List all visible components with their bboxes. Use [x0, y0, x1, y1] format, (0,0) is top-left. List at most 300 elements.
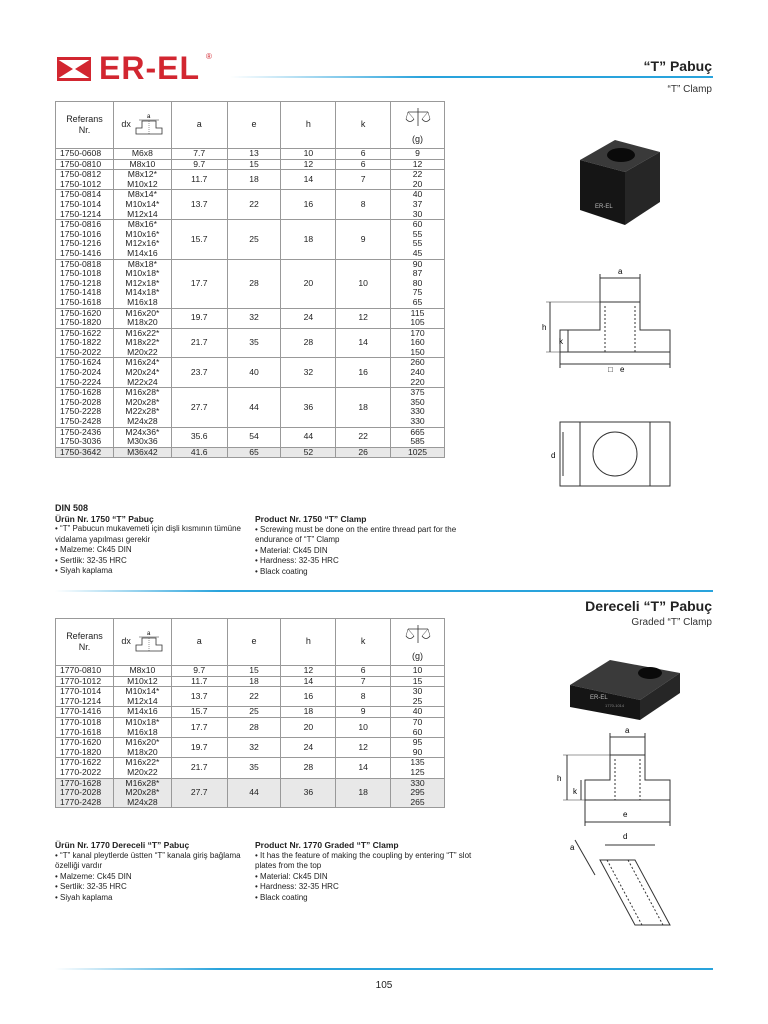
cell-ref: [56, 328, 114, 358]
cell-dx-value: M8x18*: [127, 258, 157, 269]
cell-ref-value: 1750-1014: [60, 198, 102, 209]
cell-dx-value: M12x16*: [125, 238, 160, 249]
table-row: [56, 190, 445, 220]
table-row: [56, 447, 445, 458]
cell-weight-value: 60: [412, 219, 423, 230]
cell-ref-value: 1750-1622: [60, 327, 102, 338]
cell-a: 27.7: [171, 778, 227, 808]
cell-ref-value: 1750-2428: [60, 416, 102, 427]
cell-h: 52: [281, 447, 336, 458]
cell-ref-value: 1750-1418: [60, 287, 102, 298]
header-dx: [113, 619, 171, 666]
cell-dx-value: M22x24: [127, 376, 158, 387]
cell-a: 15.7: [171, 220, 227, 259]
cell-dx-value: M20x28*: [125, 787, 160, 798]
cell-weight-value: 9: [415, 148, 420, 158]
header-dx: [113, 102, 171, 149]
cell-ref-value: 1750-2028: [60, 396, 102, 407]
cell-weight-value: 90: [412, 746, 423, 757]
cell-weight-value: 75: [412, 287, 423, 298]
cell-dx-value: M10x12: [127, 675, 158, 686]
cell-h: 20: [281, 717, 336, 737]
header-dx-label: dx: [121, 636, 131, 647]
graded-t-clamp-photo: [560, 645, 690, 725]
cell-weight-value: 330: [410, 406, 425, 417]
table-row: [56, 170, 445, 190]
notes-tr-item: • Siyah kaplama: [55, 892, 113, 902]
cell-weight: [391, 687, 445, 707]
cell-h: 24: [281, 308, 336, 328]
cell-ref-value: 1770-2028: [60, 787, 102, 798]
cell-k: 12: [336, 738, 391, 758]
cell-a: 21.7: [171, 758, 227, 778]
cell-k: 9: [336, 707, 391, 718]
table-row: [56, 388, 445, 427]
cell-dx-value: M20x22: [127, 766, 158, 777]
cell-e: 35: [227, 758, 281, 778]
cell-k: 14: [336, 328, 391, 358]
cell-ref: [56, 447, 114, 458]
cell-e: 25: [227, 707, 281, 718]
cell-k: 12: [336, 308, 391, 328]
cell-h: 10: [281, 149, 336, 160]
section1-notes-en: [255, 514, 465, 577]
cell-weight-value: 160: [410, 337, 425, 348]
cell-e: 40: [227, 358, 281, 388]
cell-dx-value: M16x22*: [125, 327, 160, 338]
cell-weight-value: 240: [410, 367, 425, 378]
cell-h: 36: [281, 388, 336, 427]
scale-weight-icon: [404, 623, 432, 649]
section2-subtitle: Graded “T” Clamp: [631, 617, 712, 628]
cell-k: 10: [336, 717, 391, 737]
cell-dx-value: M12x14: [127, 695, 158, 706]
cell-ref-value: 1750-2024: [60, 367, 102, 378]
cell-weight: [391, 259, 445, 308]
cell-weight: [391, 159, 445, 170]
cell-dx: [113, 170, 171, 190]
dim-e-prefix: □: [608, 365, 613, 374]
cell-weight: [391, 447, 445, 458]
cell-ref-value: 1750-1628: [60, 387, 102, 398]
notes-en-item: • It has the feature of making the coupling by entering “T” slot plates from the top: [255, 850, 472, 870]
notes-tr-item: • “T” Pabucun mukavemeti için dişli kısmının tümüne vidalama yapılması gerekir: [55, 524, 241, 544]
cell-weight-value: 15: [412, 675, 423, 686]
cell-weight: [391, 666, 445, 677]
cell-weight: [391, 738, 445, 758]
cell-dx: [113, 778, 171, 808]
cell-weight-value: 265: [410, 796, 425, 807]
cell-ref: [56, 308, 114, 328]
cell-ref-value: 1770-1820: [60, 746, 102, 757]
cell-dx-value: M20x24*: [125, 367, 160, 378]
cell-weight-value: 135: [410, 757, 425, 768]
cell-dx-value: M10x16*: [125, 228, 160, 239]
cell-dx-value: M20x28*: [125, 396, 160, 407]
cell-a: 41.6: [171, 447, 227, 458]
cell-k: 9: [336, 220, 391, 259]
cell-weight-value: 25: [412, 695, 423, 706]
table-row: [56, 149, 445, 160]
cell-dx: [113, 328, 171, 358]
cell-weight: [391, 170, 445, 190]
cell-dx-value: M14x16: [127, 706, 158, 717]
cell-h: 44: [281, 427, 336, 447]
cell-k: 7: [336, 676, 391, 687]
cell-k: 8: [336, 687, 391, 707]
cell-ref: [56, 149, 114, 160]
cell-dx-value: M10x12: [127, 178, 158, 189]
cell-a: 15.7: [171, 707, 227, 718]
cell-weight-value: 95: [412, 737, 423, 748]
cell-dx-value: M6x8: [131, 148, 153, 158]
t-slot-profile-icon: [133, 629, 163, 655]
cell-dx-value: M14x16: [127, 247, 158, 258]
cell-ref-value: 1750-0608: [60, 148, 102, 158]
cell-a: 11.7: [171, 170, 227, 190]
cell-ref-value: 1750-3036: [60, 436, 102, 447]
cell-dx: [113, 676, 171, 687]
t-clamp-photo: [565, 130, 675, 230]
cell-h: 20: [281, 259, 336, 308]
cell-dx-value: M16x18: [127, 726, 158, 737]
header-h: h: [281, 619, 336, 666]
cell-dx-value: M36x42: [127, 446, 158, 457]
cell-ref: [56, 717, 114, 737]
cell-ref: [56, 358, 114, 388]
cell-h: 12: [281, 666, 336, 677]
cell-dx: [113, 190, 171, 220]
header-weight-unit: (g): [412, 650, 424, 661]
header-ref: Referans Nr.: [56, 102, 114, 149]
cell-weight-value: 22: [412, 169, 423, 180]
cell-dx-value: M8x12*: [127, 169, 157, 180]
cell-dx: [113, 447, 171, 458]
cell-weight: [391, 427, 445, 447]
notes-tr-item: • Sertlik: 32-35 HRC: [55, 882, 127, 891]
cell-h: 12: [281, 159, 336, 170]
cell-a: 19.7: [171, 308, 227, 328]
cell-weight-value: 12: [412, 158, 423, 169]
cell-weight: [391, 707, 445, 718]
notes-en-item: • Material: Ck45 DIN: [255, 545, 328, 555]
cell-a: 21.7: [171, 328, 227, 358]
section2-table-body: [56, 666, 445, 808]
notes-en-item: • Material: Ck45 DIN: [255, 871, 328, 881]
cell-weight-value: 115: [410, 307, 425, 318]
header-weight: [391, 102, 445, 149]
dim-e-label: e: [620, 365, 625, 374]
cell-weight-value: 40: [412, 706, 423, 717]
cell-a: 9.7: [171, 159, 227, 170]
cell-k: 18: [336, 778, 391, 808]
cell-e: 22: [227, 687, 281, 707]
svg-text:a: a: [147, 631, 151, 637]
cell-k: 16: [336, 358, 391, 388]
notes-en-item: • Black coating: [255, 566, 308, 576]
cell-ref-value: 1750-2228: [60, 406, 102, 417]
cell-weight: [391, 328, 445, 358]
cell-a: 13.7: [171, 687, 227, 707]
section1-title: “T” Pabuç: [643, 58, 712, 74]
cell-dx-value: M8x16*: [127, 219, 157, 230]
cell-dx-value: M12x14: [127, 208, 158, 219]
scale-weight-icon: [404, 106, 432, 132]
cell-k: 6: [336, 666, 391, 677]
cell-weight: [391, 676, 445, 687]
cell-e: 22: [227, 190, 281, 220]
table-row: [56, 308, 445, 328]
cell-ref-value: 1750-0816: [60, 219, 102, 230]
cell-weight: [391, 758, 445, 778]
cell-weight-value: 170: [410, 327, 425, 338]
table-row: [56, 358, 445, 388]
table-row: [56, 328, 445, 358]
cell-ref: [56, 666, 114, 677]
header-ref: Referans Nr.: [56, 619, 114, 666]
cell-dx-value: M16x22*: [125, 757, 160, 768]
cell-weight: [391, 778, 445, 808]
cell-ref: [56, 778, 114, 808]
cell-dx: [113, 308, 171, 328]
cell-ref: [56, 687, 114, 707]
cell-a: 27.7: [171, 388, 227, 427]
cell-dx-value: M16x28*: [125, 777, 160, 788]
cell-weight-value: 330: [410, 777, 425, 788]
cell-weight-value: 70: [412, 716, 423, 727]
table-row: [56, 758, 445, 778]
cell-weight-value: 60: [412, 726, 423, 737]
cell-weight-value: 295: [410, 787, 425, 798]
table-row: [56, 676, 445, 687]
cell-weight-value: 37: [412, 198, 423, 209]
cell-ref-value: 1750-0810: [60, 158, 102, 169]
svg-text:a: a: [147, 114, 151, 120]
cell-ref-value: 1750-1214: [60, 208, 102, 219]
cell-weight: [391, 149, 445, 160]
header-weight: [391, 619, 445, 666]
section1-subtitle: “T” Clamp: [667, 84, 712, 95]
dim-e-label: e: [623, 810, 628, 819]
cell-weight-value: 65: [412, 296, 423, 307]
cell-e: 15: [227, 159, 281, 170]
cell-a: 17.7: [171, 259, 227, 308]
cell-ref: [56, 170, 114, 190]
cell-h: 32: [281, 358, 336, 388]
cell-weight-value: 90: [412, 258, 423, 269]
dim-h-label: h: [542, 323, 547, 332]
dim-h-label: h: [557, 774, 562, 783]
cell-ref-value: 1770-0810: [60, 665, 102, 675]
cell-a: 13.7: [171, 190, 227, 220]
dim-k-label: k: [559, 337, 563, 346]
cell-e: 54: [227, 427, 281, 447]
cell-e: 18: [227, 676, 281, 687]
cell-weight-value: 150: [410, 346, 425, 357]
table-row: [56, 666, 445, 677]
cell-weight-value: 30: [412, 208, 423, 219]
cell-ref: [56, 259, 114, 308]
table-row: [56, 717, 445, 737]
cell-dx: [113, 707, 171, 718]
table-row: [56, 259, 445, 308]
header-h: h: [281, 102, 336, 149]
cell-k: 8: [336, 190, 391, 220]
cell-weight: [391, 220, 445, 259]
cell-a: 35.6: [171, 427, 227, 447]
din-standard: DIN 508: [55, 503, 89, 513]
cell-dx-value: M8x10: [129, 158, 156, 169]
cell-ref: [56, 159, 114, 170]
cell-h: 14: [281, 170, 336, 190]
cell-dx-value: M10x18*: [125, 716, 160, 727]
cell-weight-value: 55: [412, 228, 423, 239]
cell-dx-value: M20x22: [127, 346, 158, 357]
notes-tr-item: • Malzeme: Ck45 DIN: [55, 871, 132, 881]
cell-k: 22: [336, 427, 391, 447]
cell-weight-value: 80: [412, 277, 423, 288]
cell-dx: [113, 220, 171, 259]
t-slot-profile-icon: [133, 112, 163, 138]
cell-ref: [56, 676, 114, 687]
notes-en-title: Product Nr. 1750 “T” Clamp: [255, 514, 367, 524]
table-row: [56, 159, 445, 170]
cell-weight-value: 350: [410, 396, 425, 407]
cell-k: 18: [336, 388, 391, 427]
cell-dx-value: M8x10: [129, 665, 156, 675]
cell-ref-value: 1770-1628: [60, 777, 102, 788]
cell-e: 65: [227, 447, 281, 458]
cell-e: 28: [227, 717, 281, 737]
cell-dx: [113, 758, 171, 778]
cell-dx-value: M22x28*: [125, 406, 160, 417]
cell-ref: [56, 190, 114, 220]
cell-ref: [56, 220, 114, 259]
cell-ref-value: 1750-1620: [60, 307, 102, 318]
notes-tr-item: • Siyah kaplama: [55, 566, 113, 575]
page-number: 105: [375, 980, 393, 991]
cell-h: 18: [281, 707, 336, 718]
cell-ref-value: 1750-2436: [60, 426, 102, 437]
cell-ref-value: 1750-1822: [60, 337, 102, 348]
cell-dx-value: M10x14*: [125, 686, 160, 697]
brand-name: ER-EL: [99, 50, 200, 86]
cell-h: 16: [281, 190, 336, 220]
cell-dx-value: M8x14*: [127, 189, 157, 200]
cell-k: 7: [336, 170, 391, 190]
cell-ref-value: 1770-1214: [60, 695, 102, 706]
header-e: e: [227, 619, 281, 666]
header-k: k: [336, 102, 391, 149]
notes-tr-item: • Sertlik: 32-35 HRC: [55, 555, 127, 565]
cell-weight-value: 1025: [407, 446, 428, 457]
cell-ref-value: 1750-0814: [60, 189, 102, 200]
cell-e: 44: [227, 388, 281, 427]
cell-dx: [113, 687, 171, 707]
cell-e: 15: [227, 666, 281, 677]
cell-dx-value: M14x18*: [125, 287, 160, 298]
cell-a: 23.7: [171, 358, 227, 388]
cell-ref: [56, 738, 114, 758]
notes-en-item: • Hardness: 32-35 HRC: [255, 556, 339, 565]
section2-notes-en: [255, 840, 475, 903]
cell-weight-value: 220: [410, 376, 425, 387]
cell-dx-value: M16x28*: [125, 387, 160, 398]
cell-dx-value: M24x36*: [125, 426, 160, 437]
cell-a: 11.7: [171, 676, 227, 687]
cell-ref-value: 1770-1416: [60, 706, 102, 717]
graded-t-clamp-dimension-drawing: [545, 725, 705, 950]
cell-dx-value: M18x20: [127, 317, 158, 328]
cell-dx: [113, 259, 171, 308]
cell-a: 17.7: [171, 717, 227, 737]
cell-ref-value: 1750-0812: [60, 169, 102, 180]
cell-ref-value: 1770-1618: [60, 726, 102, 737]
cell-ref-value: 1750-1018: [60, 268, 102, 279]
table-row: [56, 738, 445, 758]
header-rule: [230, 76, 713, 78]
cell-weight-value: 585: [410, 436, 425, 447]
cell-dx: [113, 427, 171, 447]
cell-weight: [391, 358, 445, 388]
cell-weight-value: 330: [410, 416, 425, 427]
cell-ref-value: 1750-1218: [60, 277, 102, 288]
notes-en-item: • Screwing must be done on the entire thread part for the endurance of “T” Clamp: [255, 524, 457, 544]
cell-k: 6: [336, 159, 391, 170]
cell-weight-value: 55: [412, 238, 423, 249]
table-row: [56, 427, 445, 447]
cell-weight: [391, 388, 445, 427]
cell-ref-value: 1770-1014: [60, 686, 102, 697]
section-separator: [55, 590, 713, 592]
cell-weight: [391, 717, 445, 737]
cell-ref-value: 1750-1820: [60, 317, 102, 328]
cell-weight: [391, 308, 445, 328]
cell-ref: [56, 707, 114, 718]
brand-logo: [55, 50, 212, 87]
notes-tr-title: Ürün Nr. 1750 “T” Pabuç: [55, 513, 154, 524]
notes-tr-item: • “T” kanal pleytlerde üstten “T” kanala giriş bağlama özelliği vardır: [55, 850, 241, 870]
cell-k: 14: [336, 758, 391, 778]
cell-e: 32: [227, 308, 281, 328]
cell-dx-value: M10x18*: [125, 268, 160, 279]
cell-weight-value: 87: [412, 268, 423, 279]
section1-spec-table: [55, 101, 445, 458]
header-a: a: [171, 102, 227, 149]
cell-e: 44: [227, 778, 281, 808]
cell-ref: [56, 427, 114, 447]
notes-tr-title: Ürün Nr. 1770 Dereceli “T” Pabuç: [55, 840, 190, 850]
cell-k: 6: [336, 149, 391, 160]
table-row: [56, 687, 445, 707]
photo-brand-label: ER-EL: [590, 695, 608, 701]
cell-dx: [113, 717, 171, 737]
cell-ref-value: 1750-1016: [60, 228, 102, 239]
table-row: [56, 220, 445, 259]
cell-e: 18: [227, 170, 281, 190]
cell-a: 19.7: [171, 738, 227, 758]
cell-dx: [113, 738, 171, 758]
photo-part-label: 1770-1014: [605, 703, 625, 708]
cell-ref-value: 1750-1618: [60, 296, 102, 307]
cell-dx-value: M30x36: [127, 436, 158, 447]
cell-weight-value: 375: [410, 387, 425, 398]
cell-dx-value: M16x20*: [125, 737, 160, 748]
dim-angle-a-label: a: [570, 843, 575, 852]
brand-reg-mark: ®: [206, 52, 212, 61]
cell-dx-value: M10x14*: [125, 198, 160, 209]
cell-weight-value: 260: [410, 357, 425, 368]
